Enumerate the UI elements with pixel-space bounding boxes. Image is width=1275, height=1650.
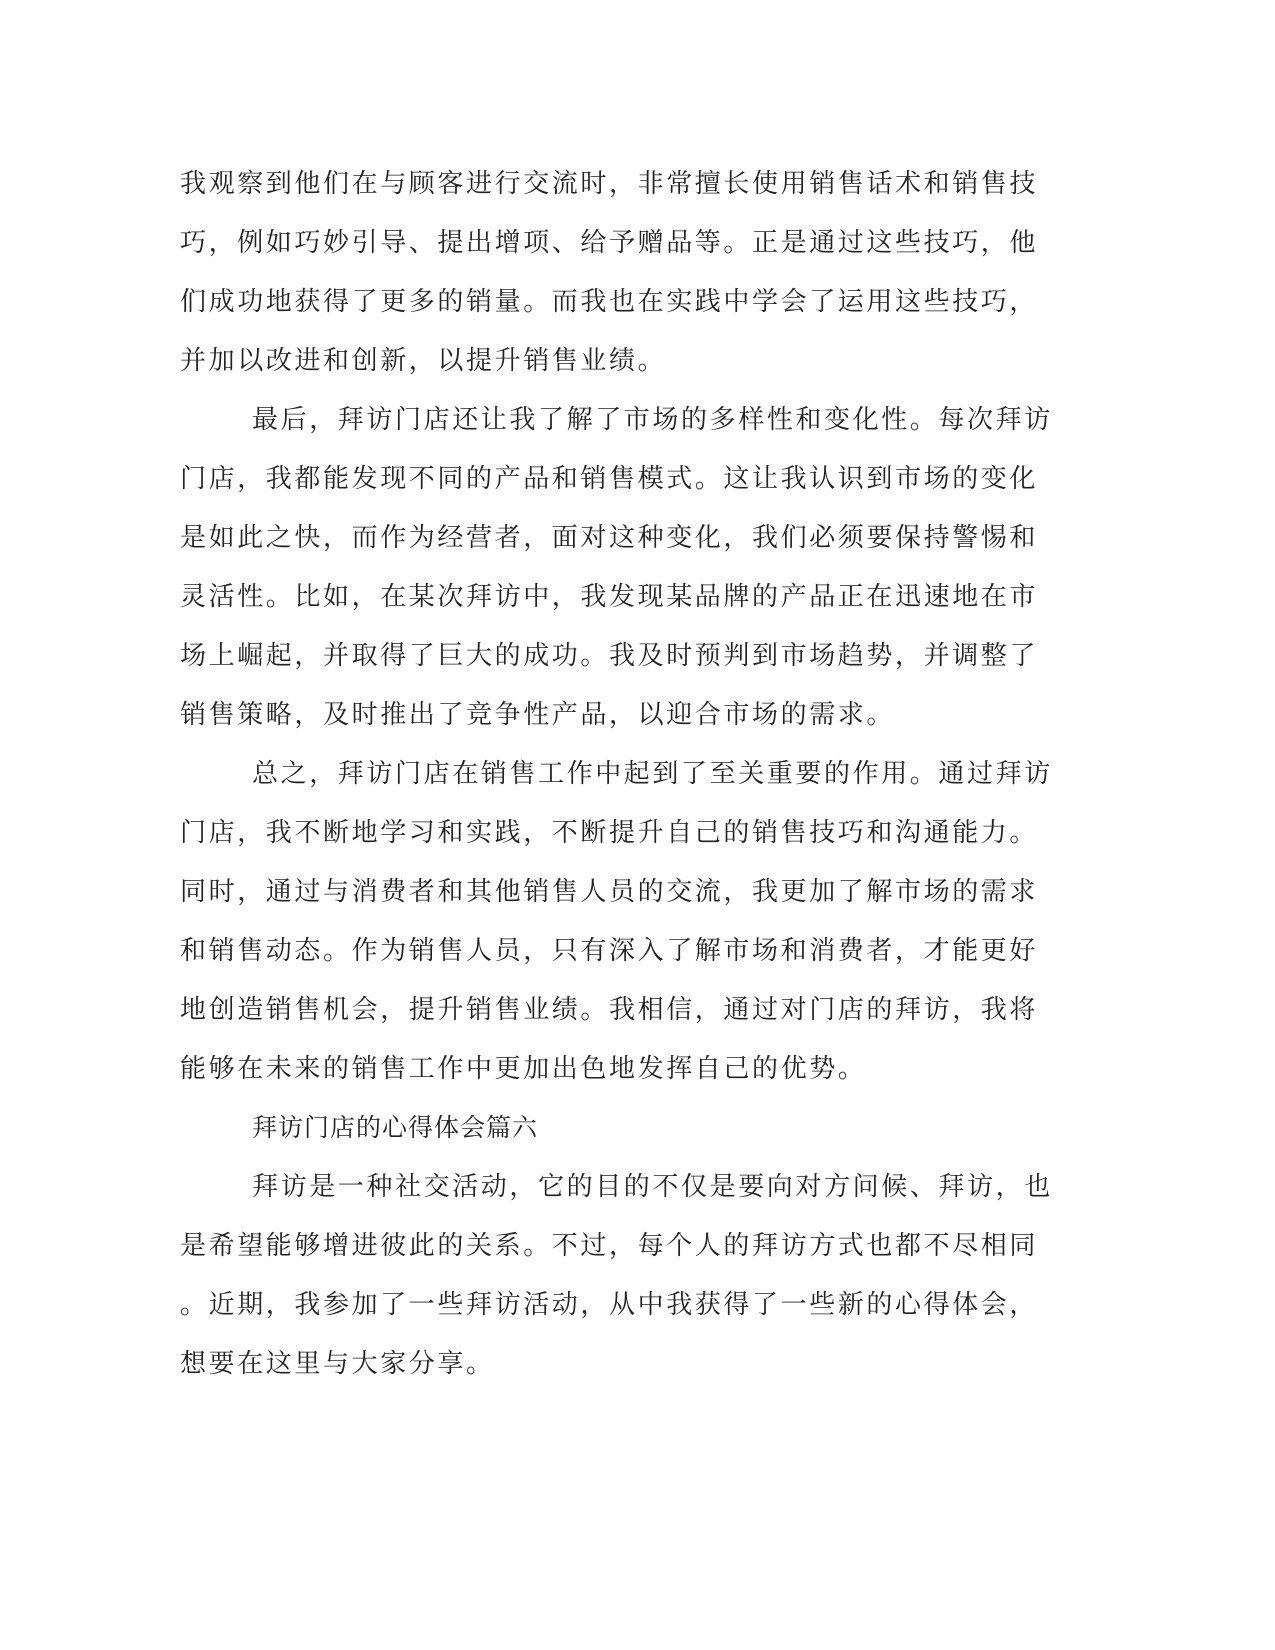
paragraph-line: 最后，拜访门店还让我了解了市场的多样性和变化性。每次拜访 <box>252 405 1053 435</box>
paragraph-line: 我观察到他们在与顾客进行交流时，非常擅长使用销售话术和销售技 <box>180 169 1039 199</box>
paragraph-line: 并加以改进和创新，以提升销售业绩。 <box>180 346 667 376</box>
paragraph-line: 销售策略，及时推出了竞争性产品，以迎合市场的需求。 <box>180 700 896 730</box>
paragraph-line: 场上崛起，并取得了巨大的成功。我及时预判到市场趋势，并调整了 <box>180 641 1039 671</box>
paragraph-line: 和销售动态。作为销售人员，只有深入了解市场和消费者，才能更好 <box>180 936 1039 966</box>
paragraph-line: 地创造销售机会，提升销售业绩。我相信，通过对门店的拜访，我将 <box>180 995 1039 1025</box>
paragraph-line: 巧，例如巧妙引导、提出增项、给予赠品等。正是通过这些技巧，他 <box>180 228 1039 258</box>
paragraph-line: 想要在这里与大家分享。 <box>180 1349 495 1379</box>
paragraph-line: 灵活性。比如，在某次拜访中，我发现某品牌的产品正在迅速地在市 <box>180 582 1039 612</box>
paragraph-line: 总之，拜访门店在销售工作中起到了至关重要的作用。通过拜访 <box>252 759 1053 789</box>
paragraph-line: 拜访是一种社交活动，它的目的不仅是要向对方问候、拜访，也 <box>252 1172 1053 1202</box>
paragraph-line: 是希望能够增进彼此的关系。不过，每个人的拜访方式也都不尽相同 <box>180 1231 1039 1261</box>
paragraph-line: 是如此之快，而作为经营者，面对这种变化，我们必须要保持警惕和 <box>180 523 1039 553</box>
paragraph-line: 门店，我都能发现不同的产品和销售模式。这让我认识到市场的变化 <box>180 464 1039 494</box>
paragraph-line: 门店，我不断地学习和实践，不断提升自己的销售技巧和沟通能力。 <box>180 818 1039 848</box>
paragraph-line: 能够在未来的销售工作中更加出色地发挥自己的优势。 <box>180 1054 867 1084</box>
paragraph-line: 同时，通过与消费者和其他销售人员的交流，我更加了解市场的需求 <box>180 877 1039 907</box>
paragraph-line: 们成功地获得了更多的销量。而我也在实践中学会了运用这些技巧， <box>180 287 1039 317</box>
paragraph-line: 。近期，我参加了一些拜访活动，从中我获得了一些新的心得体会， <box>180 1290 1039 1320</box>
section-heading: 拜访门店的心得体会篇六 <box>252 1113 539 1142</box>
